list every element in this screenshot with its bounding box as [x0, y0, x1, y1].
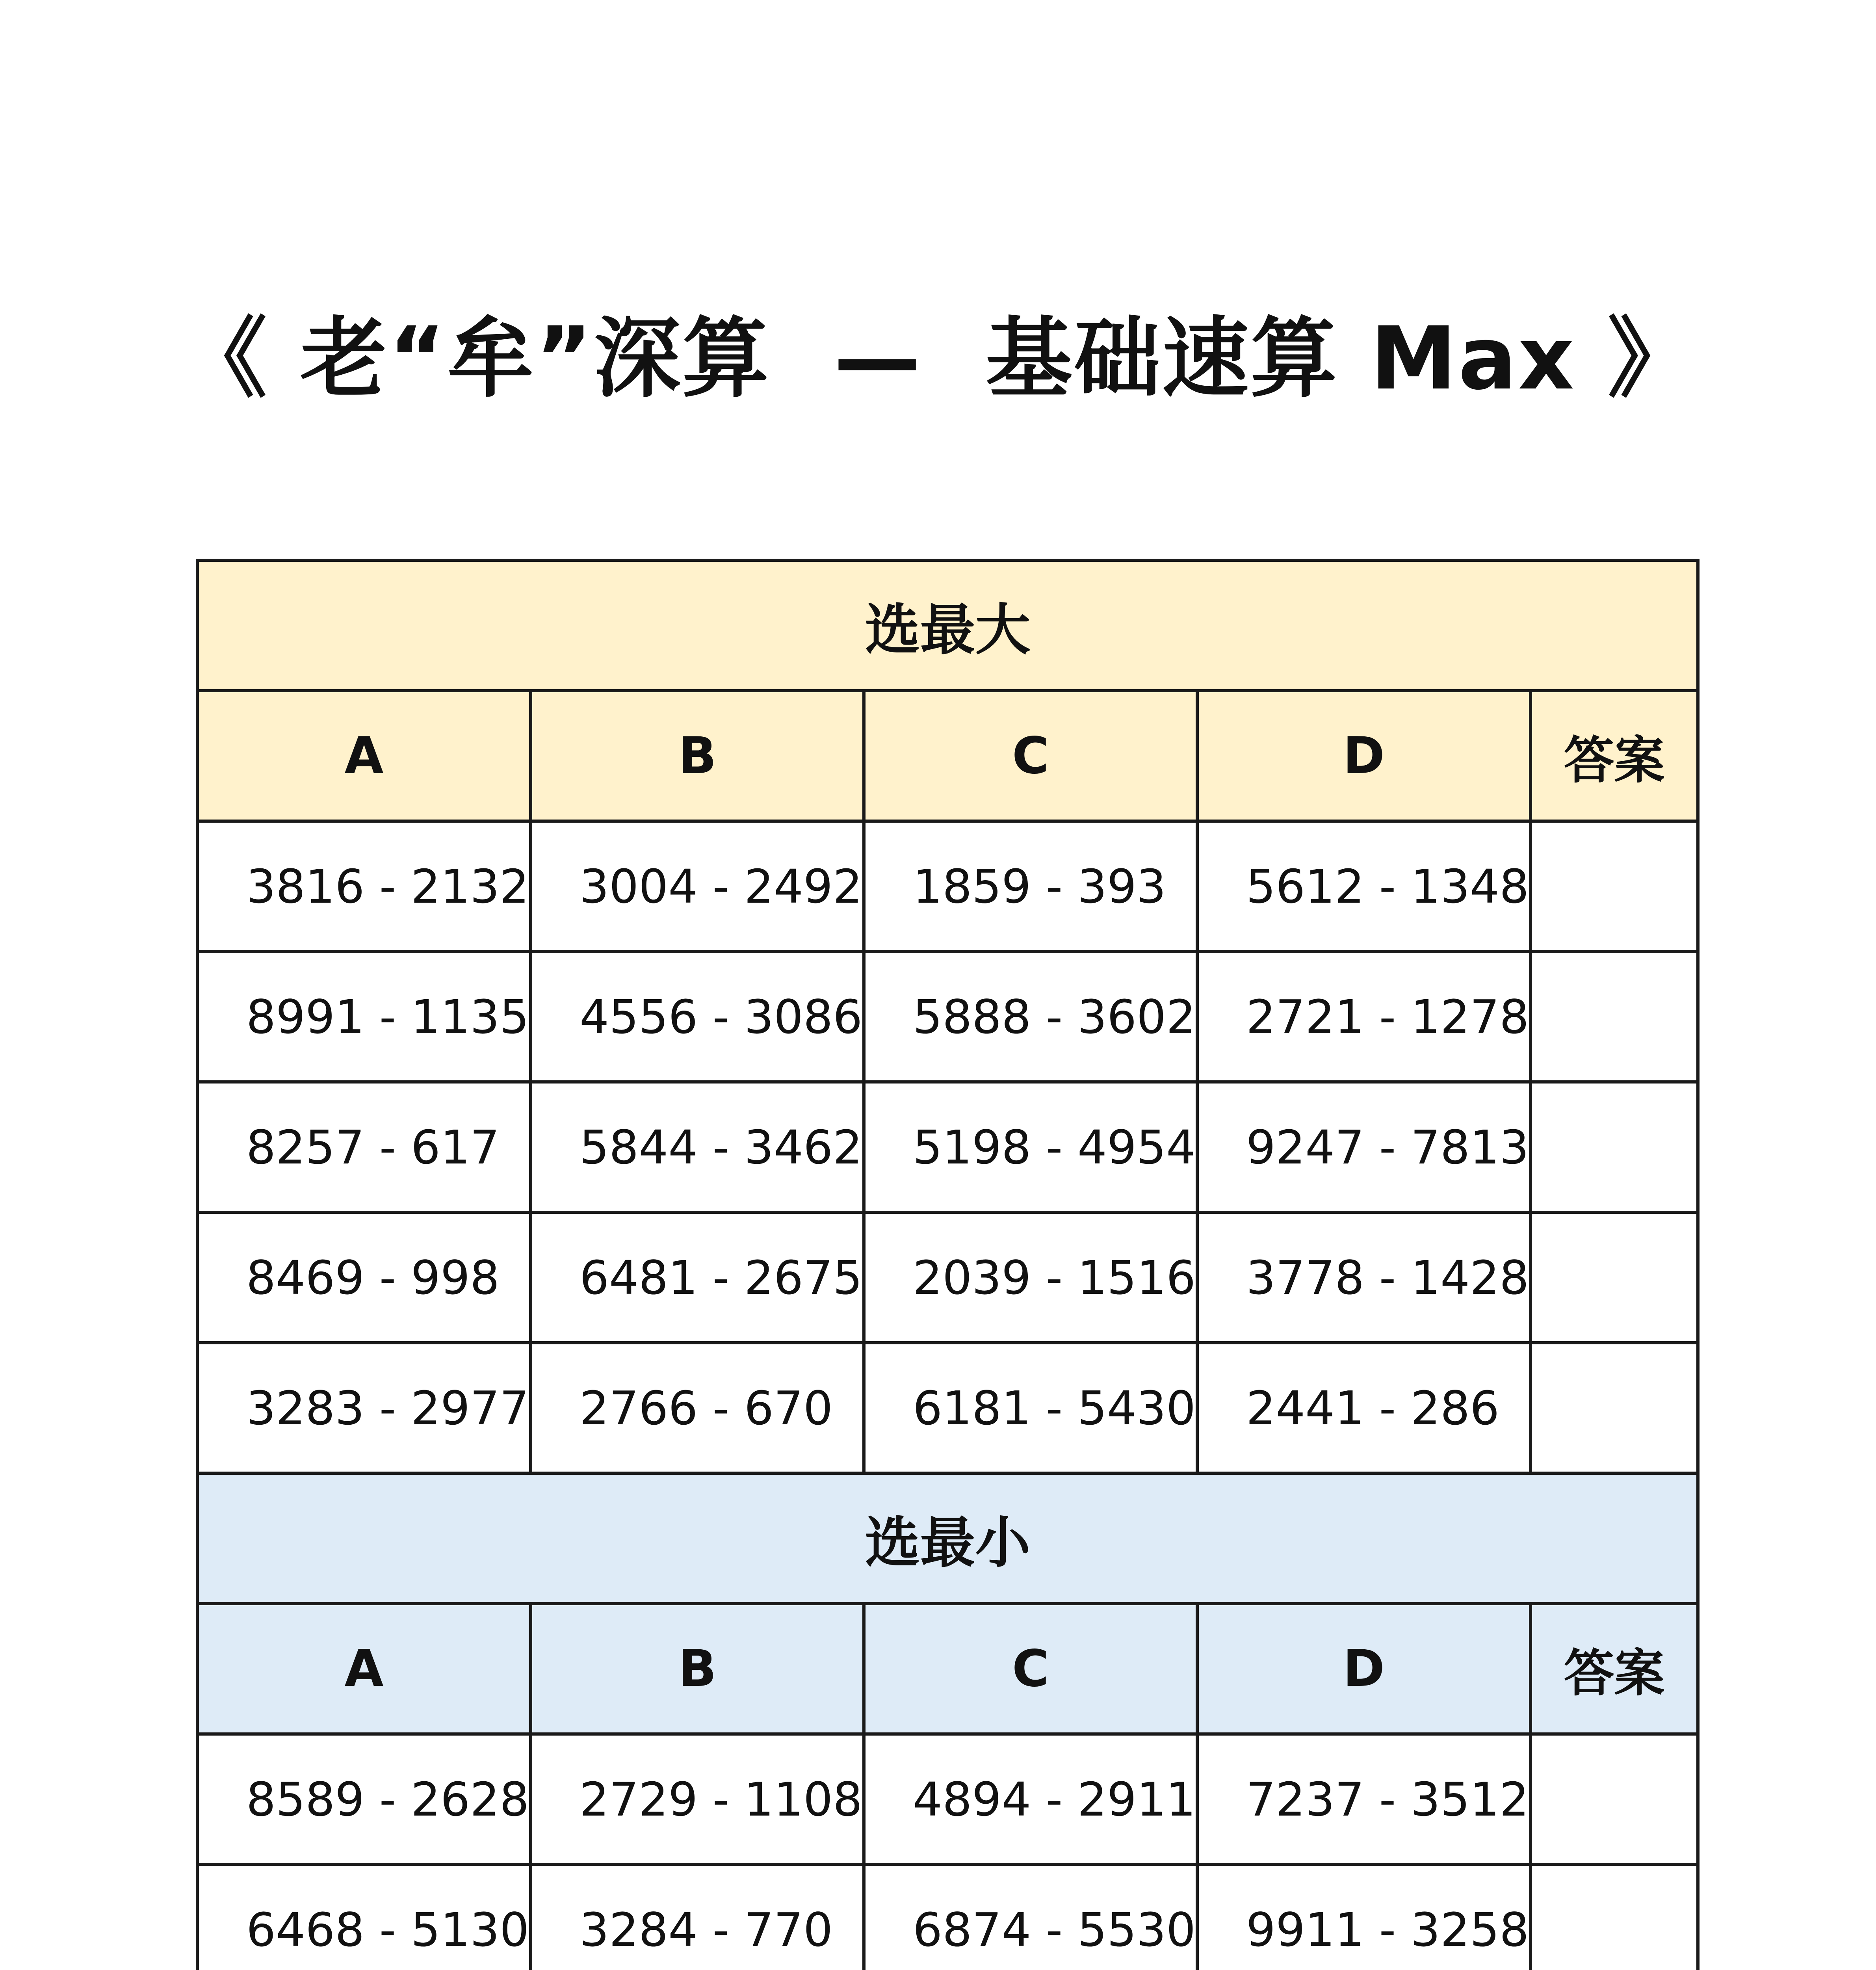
expression-cell: 6874 - 5530 — [864, 1864, 1197, 1970]
problem-row — [197, 952, 1698, 1082]
problem-row — [197, 1343, 1698, 1473]
expression-cell: 1859 - 393 — [864, 821, 1197, 952]
column-header-a: A — [197, 691, 531, 821]
section-max — [197, 560, 1698, 1473]
column-header-c: C — [864, 691, 1197, 821]
expression-cell: 6181 - 5430 — [864, 1343, 1197, 1473]
problem-row — [197, 1082, 1698, 1212]
expression-cell: 2441 - 286 — [1197, 1343, 1531, 1473]
column-header-answer: 答案 — [1531, 691, 1698, 821]
expression-cell: 3283 - 2977 — [197, 1343, 531, 1473]
section-min — [197, 1473, 1698, 1970]
answer-cell[interactable] — [1531, 1343, 1698, 1473]
column-header-answer: 答案 — [1531, 1604, 1698, 1734]
expression-cell: 5612 - 1348 — [1197, 821, 1531, 952]
expression-cell: 5844 - 3462 — [531, 1082, 864, 1212]
answer-cell[interactable] — [1531, 1864, 1698, 1970]
answer-cell[interactable] — [1531, 1082, 1698, 1212]
problem-row — [197, 1212, 1698, 1343]
expression-cell: 5888 - 3602 — [864, 952, 1197, 1082]
answer-cell[interactable] — [1531, 1212, 1698, 1343]
expression-cell: 3284 - 770 — [531, 1864, 864, 1970]
column-header-d: D — [1197, 1604, 1531, 1734]
section-heading: 选最大 — [197, 560, 1698, 691]
problem-row — [197, 1864, 1698, 1970]
problem-row — [197, 1734, 1698, 1864]
column-header-row — [197, 1604, 1698, 1734]
problem-row — [197, 821, 1698, 952]
expression-cell: 2766 - 670 — [531, 1343, 864, 1473]
expression-cell: 5198 - 4954 — [864, 1082, 1197, 1212]
answer-cell[interactable] — [1531, 952, 1698, 1082]
expression-cell: 4894 - 2911 — [864, 1734, 1197, 1864]
expression-cell: 8589 - 2628 — [197, 1734, 531, 1864]
column-header-d: D — [1197, 691, 1531, 821]
expression-cell: 3004 - 2492 — [531, 821, 864, 952]
section-heading-row — [197, 560, 1698, 691]
answer-cell[interactable] — [1531, 821, 1698, 952]
section-heading: 选最小 — [197, 1473, 1698, 1604]
expression-cell: 6481 - 2675 — [531, 1212, 864, 1343]
section-heading-row — [197, 1473, 1698, 1604]
expression-cell: 3816 - 2132 — [197, 821, 531, 952]
expression-cell: 9247 - 7813 — [1197, 1082, 1531, 1212]
page-title: 《 老“牟”深算 — 基础速算 Max 》 — [180, 308, 1696, 409]
worksheet-table — [196, 559, 1700, 1970]
column-header-a: A — [197, 1604, 531, 1734]
expression-cell: 8469 - 998 — [197, 1212, 531, 1343]
column-header-b: B — [531, 691, 864, 821]
expression-cell: 8257 - 617 — [197, 1082, 531, 1212]
answer-cell[interactable] — [1531, 1734, 1698, 1864]
expression-cell: 4556 - 3086 — [531, 952, 864, 1082]
expression-cell: 8991 - 1135 — [197, 952, 531, 1082]
column-header-b: B — [531, 1604, 864, 1734]
expression-cell: 3778 - 1428 — [1197, 1212, 1531, 1343]
expression-cell: 2039 - 1516 — [864, 1212, 1197, 1343]
column-header-row — [197, 691, 1698, 821]
expression-cell: 9911 - 3258 — [1197, 1864, 1531, 1970]
column-header-c: C — [864, 1604, 1197, 1734]
expression-cell: 2729 - 1108 — [531, 1734, 864, 1864]
expression-cell: 2721 - 1278 — [1197, 952, 1531, 1082]
expression-cell: 7237 - 3512 — [1197, 1734, 1531, 1864]
expression-cell: 6468 - 5130 — [197, 1864, 531, 1970]
